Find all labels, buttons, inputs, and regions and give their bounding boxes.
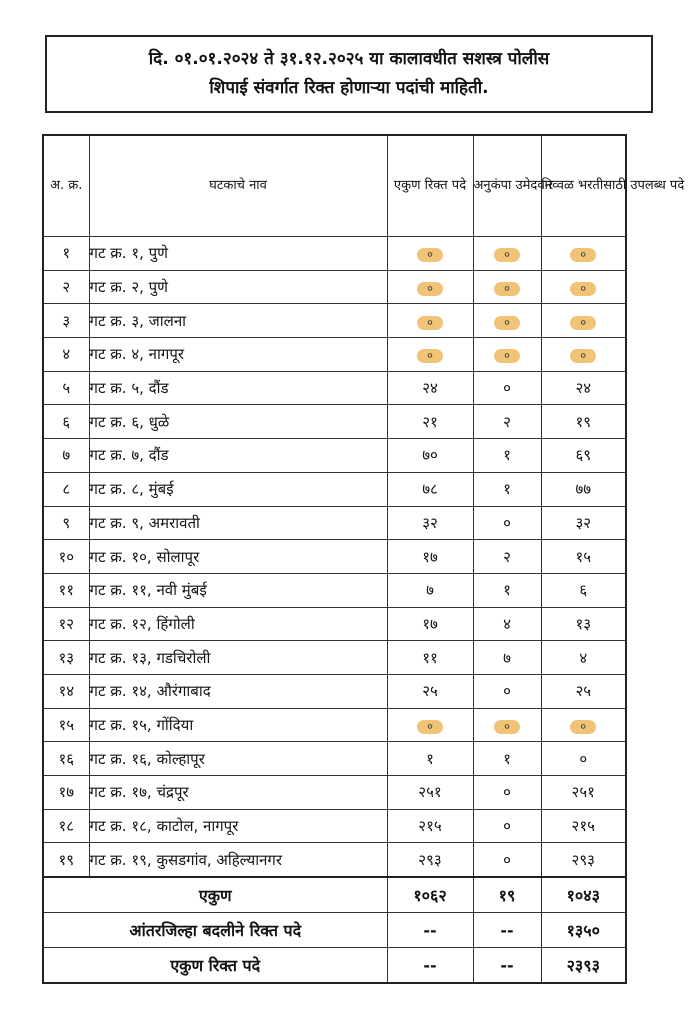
row-total-vacant: १७ [387,607,473,641]
total-compassionate-sum: १९ [473,877,541,913]
row-serial: ३ [43,304,89,338]
row-net-available [541,338,626,372]
row-unit-name: गट क्र. ७, दौंड [89,439,387,473]
row-net-available: २१५ [541,809,626,843]
row-compassionate: १ [473,742,541,776]
header-total-vacant: एकुण रिक्त पदे [387,135,473,237]
table-row [43,439,626,473]
interdistrict-comp: -- [473,913,541,948]
row-total-vacant [387,338,473,372]
vacancy-table [42,134,685,984]
row-serial: १८ [43,809,89,843]
row-total-vacant: २५१ [387,776,473,810]
row-serial: ११ [43,573,89,607]
row-net-available: १५ [541,540,626,574]
interdistrict-row [43,913,626,948]
total-row [43,877,626,913]
row-unit-name: गट क्र. १४, औरंगाबाद [89,674,387,708]
row-compassionate: २ [473,405,541,439]
highlight-mark: ० [570,282,596,296]
row-total-vacant: २४ [387,371,473,405]
row-total-vacant [387,237,473,271]
row-net-available: ३२ [541,506,626,540]
table-row [43,472,626,506]
row-serial: ४ [43,338,89,372]
row-unit-name: गट क्र. ४, नागपूर [89,338,387,372]
row-compassionate: ० [473,506,541,540]
row-compassionate [473,338,541,372]
row-unit-name: गट क्र. १, पुणे [89,237,387,271]
row-compassionate: १ [473,472,541,506]
row-unit-name: गट क्र. ११, नवी मुंबई [89,573,387,607]
row-serial: ६ [43,405,89,439]
row-serial: २ [43,270,89,304]
highlight-mark: ० [494,282,520,296]
row-compassionate: ० [473,843,541,877]
row-serial: १२ [43,607,89,641]
row-total-vacant: ७ [387,573,473,607]
table-row [43,843,626,877]
row-total-vacant: ७० [387,439,473,473]
row-unit-name: गट क्र. १२, हिंगोली [89,607,387,641]
header-compassionate: अनुकंपा उमेदवार [473,135,541,237]
highlight-mark: ० [417,282,443,296]
grand-total-total: -- [387,948,473,984]
row-net-available [541,237,626,271]
row-net-available: २५१ [541,776,626,810]
table-row [43,338,626,372]
row-total-vacant: १ [387,742,473,776]
row-net-available: ६९ [541,439,626,473]
table-row [43,674,626,708]
table-row [43,708,626,742]
row-unit-name: गट क्र. ३, जालना [89,304,387,338]
row-total-vacant: ११ [387,641,473,675]
total-label: एकुण [43,877,387,913]
row-compassionate: ० [473,371,541,405]
interdistrict-label: आंतरजिल्हा बदलीने रिक्त पदे [43,913,387,948]
row-net-available [541,304,626,338]
highlight-mark: ० [570,248,596,262]
table-row [43,371,626,405]
highlight-mark: ० [494,248,520,262]
row-serial: ७ [43,439,89,473]
row-compassionate [473,237,541,271]
row-serial: १ [43,237,89,271]
row-net-available: ७७ [541,472,626,506]
total-vacant-sum: १०६२ [387,877,473,913]
row-total-vacant [387,708,473,742]
row-compassionate: २ [473,540,541,574]
row-unit-name: गट क्र. ५, दौंड [89,371,387,405]
row-compassionate: १ [473,573,541,607]
table-row [43,776,626,810]
grand-total-row [43,948,626,984]
row-serial: १० [43,540,89,574]
highlight-mark: ० [494,349,520,363]
row-total-vacant [387,304,473,338]
row-serial: ९ [43,506,89,540]
row-serial: १७ [43,776,89,810]
highlight-mark: ० [417,248,443,262]
highlight-mark: ० [570,720,596,734]
row-serial: १९ [43,843,89,877]
row-unit-name: गट क्र. १६, कोल्हापूर [89,742,387,776]
row-compassionate: ७ [473,641,541,675]
highlight-mark: ० [570,349,596,363]
table-row [43,540,626,574]
row-total-vacant: १७ [387,540,473,574]
highlight-mark: ० [417,720,443,734]
table-row [43,405,626,439]
table-body [43,237,626,878]
title-line-2: शिपाई संवर्गात रिक्त होणाऱ्या पदांची माहिती. [209,78,489,98]
title-line-1: दि. ०१.०१.२०२४ ते ३१.१२.२०२५ या कालावधीत सशस्त्र पोलीस [148,49,550,69]
header-serial-number: अ. क्र. [43,135,89,237]
table-row [43,607,626,641]
row-unit-name: गट क्र. ९, अमरावती [89,506,387,540]
document-title-box [45,35,653,113]
row-serial: ५ [43,371,89,405]
row-compassionate: ० [473,674,541,708]
header-net-available: निव्वळ भरतीसाठी उपलब्ध पदे [541,135,626,237]
row-total-vacant: २९३ [387,843,473,877]
row-unit-name: गट क्र. ६, धुळे [89,405,387,439]
row-total-vacant: २१५ [387,809,473,843]
row-unit-name: गट क्र. १८, काटोल, नागपूर [89,809,387,843]
row-unit-name: गट क्र. २, पुणे [89,270,387,304]
table-row [43,237,626,271]
highlight-mark: ० [494,720,520,734]
row-net-available: २९३ [541,843,626,877]
row-net-available: १३ [541,607,626,641]
interdistrict-total: -- [387,913,473,948]
row-total-vacant: २१ [387,405,473,439]
row-net-available: ० [541,742,626,776]
row-compassionate [473,270,541,304]
table-row [43,641,626,675]
header-unit-name: घटकाचे नाव [89,135,387,237]
row-net-available: ४ [541,641,626,675]
table-row [43,270,626,304]
row-serial: १५ [43,708,89,742]
table-row [43,506,626,540]
row-total-vacant: २५ [387,674,473,708]
row-serial: १६ [43,742,89,776]
grand-total-label: एकुण रिक्त पदे [43,948,387,984]
row-compassionate: ० [473,809,541,843]
row-compassionate: ४ [473,607,541,641]
row-serial: १४ [43,674,89,708]
row-compassionate [473,304,541,338]
row-net-available: २५ [541,674,626,708]
row-net-available: १९ [541,405,626,439]
row-unit-name: गट क्र. १५, गोंदिया [89,708,387,742]
row-net-available: २४ [541,371,626,405]
table-row [43,742,626,776]
row-total-vacant [387,270,473,304]
row-total-vacant: ३२ [387,506,473,540]
table-row [43,304,626,338]
table-header-row [43,135,626,237]
table-row [43,573,626,607]
row-unit-name: गट क्र. ८, मुंबई [89,472,387,506]
grand-total-net: २३९३ [541,948,626,984]
table-row [43,809,626,843]
row-serial: १३ [43,641,89,675]
row-unit-name: गट क्र. १०, सोलापूर [89,540,387,574]
row-net-available [541,270,626,304]
highlight-mark: ० [570,316,596,330]
grand-total-comp: -- [473,948,541,984]
row-unit-name: गट क्र. १३, गडचिरोली [89,641,387,675]
total-net-sum: १०४३ [541,877,626,913]
highlight-mark: ० [494,316,520,330]
row-compassionate [473,708,541,742]
row-net-available: ६ [541,573,626,607]
row-net-available [541,708,626,742]
highlight-mark: ० [417,316,443,330]
row-compassionate: १ [473,439,541,473]
interdistrict-net: १३५० [541,913,626,948]
highlight-mark: ० [417,349,443,363]
row-total-vacant: ७८ [387,472,473,506]
row-unit-name: गट क्र. १७, चंद्रपूर [89,776,387,810]
row-serial: ८ [43,472,89,506]
row-compassionate: ० [473,776,541,810]
row-unit-name: गट क्र. १९, कुसडगांव, अहिल्यानगर [89,843,387,877]
